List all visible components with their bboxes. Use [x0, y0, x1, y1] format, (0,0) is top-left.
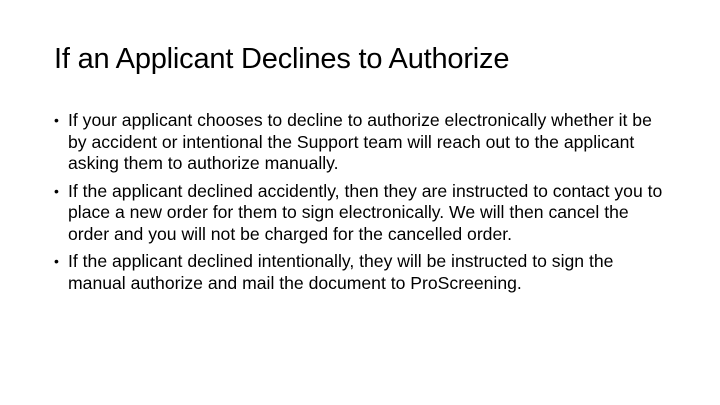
bullet-text: If the applicant declined accidently, then they are instructed to contact you to place a new order for them to sign electronically. We will then cancel the order and you will not be charged for the cancelled order.	[68, 180, 663, 244]
bullet-text: If your applicant chooses to decline to authorize electronically whether it be by accident or intentional the Support team will reach out to the applicant asking them to authorize manually.	[68, 110, 652, 173]
slide-title: If an Applicant Declines to Authorize	[54, 43, 510, 75]
bullet-dot-icon: •	[54, 112, 59, 128]
bullet-dot-icon: •	[54, 253, 59, 269]
bullet-item	[54, 181, 664, 246]
bullet-dot-icon: •	[54, 182, 59, 199]
bullet-list	[54, 110, 664, 300]
bullet-text: If the applicant declined intentionally, they will be instructed to sign the manual authorize and mail the document to ProScreening.	[68, 251, 614, 293]
bullet-item	[54, 251, 664, 294]
bullet-item	[54, 110, 664, 175]
